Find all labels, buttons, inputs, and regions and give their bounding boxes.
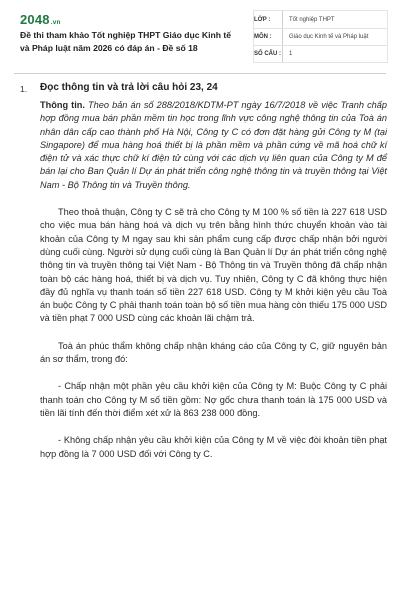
meta-value: Giáo dục Kinh tế và Pháp luật [282, 29, 387, 45]
paragraph-4: - Chấp nhận một phần yêu cầu khởi kiện của Công ty M: Buộc Công ty C phải thanh toán cho Công ty M số tiền gồm: Nợ gốc chưa thanh toán là 175 000 USD và tiền lãi tính đến thời điểm xét xử là 863 238 000 đồng. [40, 381, 387, 418]
header-divider [14, 73, 386, 74]
meta-label: SỐ CÂU : [254, 51, 281, 57]
page-header [0, 0, 400, 68]
logo-text: 2048 [20, 12, 50, 27]
meta-row-count [254, 45, 387, 62]
site-logo[interactable] [20, 12, 61, 27]
paragraph-text: Theo bản án số 288/2018/KDTM-PT ngày 16/7/2018 về việc Tranh chấp hợp đồng mua bán phần mềm tin học trong lĩnh vực công nghệ thông tin của Toà án nhân dân cấp cao thành phố Hà Nội, Công ty C có đơn đặt hàng gửi Công ty M (tại Singapore) để mua hàng hoá thiết bị là phần mềm và phần cứng về mã hoá chữ kí điện tử và xác thực chữ kí điện tử cùng với các dịch vụ liên quan của Công ty M để bán lại cho Ban Quản lí Dự án phát triển công nghệ thông tin và truyền thông tại Việt Nam - Bộ Thông tin và Truyền thông. [40, 100, 387, 190]
meta-row-subject [254, 28, 387, 45]
paragraph-5: - Không chấp nhận yêu cầu khởi kiện của Công ty M về việc đòi khoản tiền phạt hợp đồng là 7 000 USD đối với Công ty C. [40, 435, 387, 459]
meta-label: MÔN : [254, 34, 272, 40]
exam-meta-table [253, 10, 388, 63]
lead-label: Thông tin. [40, 100, 85, 110]
meta-value: 1 [282, 46, 387, 62]
paragraph-1 [40, 99, 387, 192]
question-heading: Đọc thông tin và trả lời câu hỏi 23, 24 [40, 82, 218, 93]
meta-row-class [254, 11, 387, 28]
question-number: 1. [20, 84, 28, 94]
document-title: Đề thi tham khảo Tốt nghiệp THPT Giáo dục Kinh tế và Pháp luật năm 2026 có đáp án - Đề số 18 [20, 30, 232, 53]
paragraph-3: Toà án phúc thẩm không chấp nhận kháng cáo của Công ty C, giữ nguyên bản án sơ thẩm, trong đó: [40, 340, 387, 365]
meta-label: LỚP : [254, 16, 271, 23]
logo-domain: .vn [50, 19, 61, 26]
meta-value: Tốt nghiệp THPT [282, 11, 387, 28]
paragraph-2: Theo thoả thuận, Công ty C sẽ trả cho Công ty M 100 % số tiền là 227 618 USD cho việc mua bán hàng hoá và dịch vụ trên bằng hình thức chuyển khoản vào tài khoản của Công ty M ngay sau khi sản phẩm cung cấp được chấp nhận bởi người dùng cuối cùng. Người sử dụng cuối cùng là Ban Quản lí Dự án phát triển công nghệ thông tin và truyền thông tại Việt Nam - Bộ Thông tin và Truyền thông đã chấp nhận toàn bộ các hàng hoá, thiết bị và dịch vụ. Tuy nhiên, Công ty C đã không thực hiện đầy đủ nghĩa vụ thanh toán số tiền 227 618 USD. Công ty M khởi kiện yêu cầu Toà án buộc Công ty C phải thanh toán toàn bộ số tiền mua hàng còn thiếu 175 000 USD và tiền phạt 7 000 USD cùng các khoản lãi chậm trả. [40, 207, 387, 324]
question-body [40, 99, 387, 475]
